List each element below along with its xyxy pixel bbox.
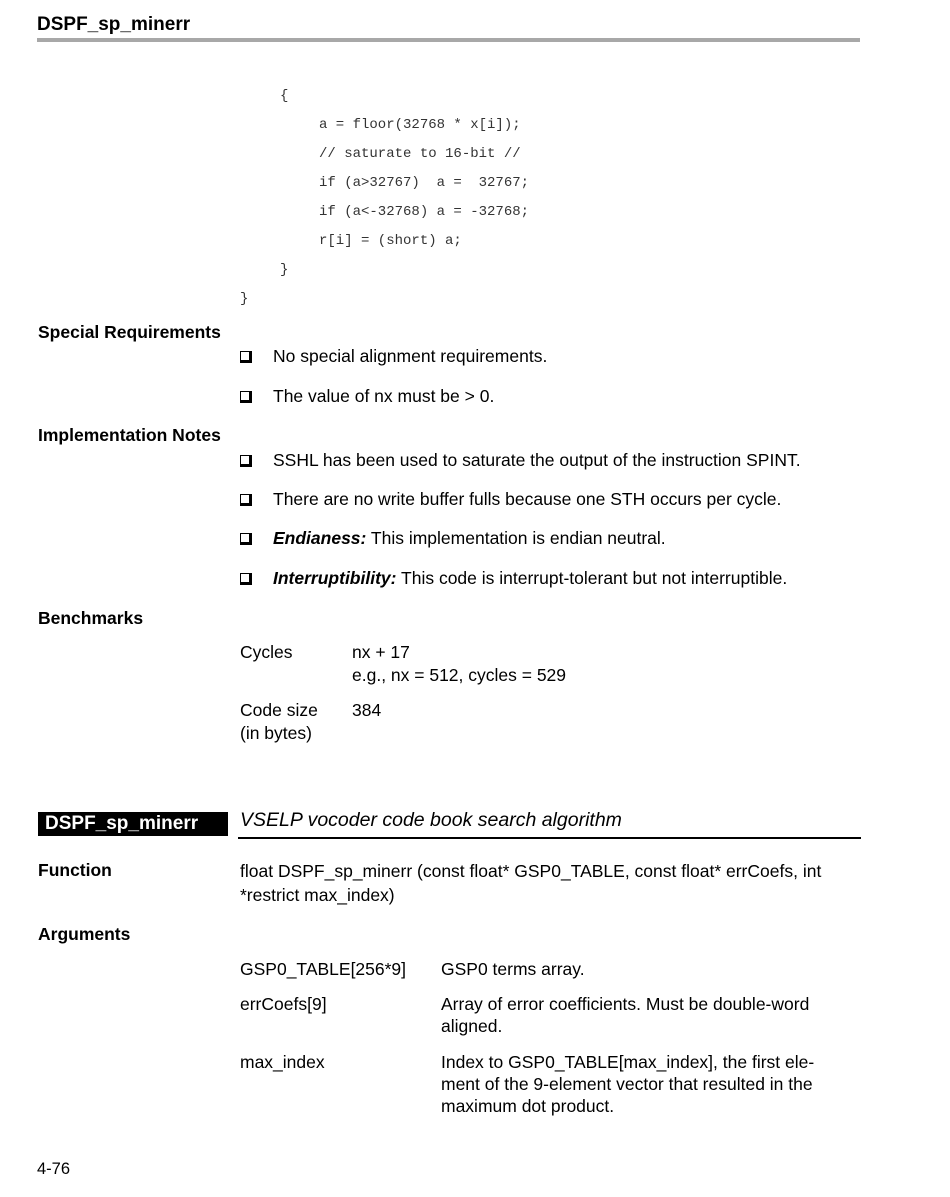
function-name-tab: DSPF_sp_minerr	[38, 812, 228, 836]
list-item-text: There are no write buffer fulls because one STH occurs per cycle.	[273, 489, 782, 509]
argument-description: Index to GSP0_TABLE[max_index], the first ele-	[441, 1052, 815, 1072]
benchmarks-heading: Benchmarks	[38, 608, 144, 628]
checkbox-bullet-icon	[240, 391, 252, 403]
function-heading: Function	[38, 860, 112, 880]
list-item-text	[273, 568, 787, 589]
cycles-value: nx + 17	[352, 642, 410, 662]
page-header-title: DSPF_sp_minerr	[37, 14, 191, 35]
checkbox-bullet-icon	[240, 533, 252, 545]
code-size-label: Code size	[240, 700, 318, 720]
code-size-value: 384	[352, 700, 382, 720]
function-header-rule	[238, 837, 861, 839]
argument-description: GSP0 terms array.	[441, 959, 585, 979]
header-rule	[37, 38, 860, 42]
list-item-text: No special alignment requirements.	[273, 346, 548, 366]
list-item-body: This implementation is endian neutral.	[370, 528, 666, 548]
argument-description: Array of error coefficients. Must be double-word	[441, 994, 810, 1014]
argument-name: errCoefs[9]	[240, 994, 327, 1014]
list-item-body: This code is interrupt-tolerant but not interruptible.	[401, 568, 788, 588]
cycles-example: e.g., nx = 512, cycles = 529	[352, 665, 567, 685]
code-line: if (a>32767) a = 32767;	[319, 175, 530, 191]
cycles-label: Cycles	[240, 642, 293, 662]
argument-description: maximum dot product.	[441, 1096, 615, 1116]
checkbox-bullet-icon	[240, 455, 252, 467]
code-line: a = floor(32768 * x[i]);	[319, 117, 521, 133]
code-line: r[i] = (short) a;	[319, 233, 462, 249]
code-line: // saturate to 16-bit //	[319, 146, 521, 162]
argument-name: max_index	[240, 1052, 325, 1072]
implementation-notes-heading: Implementation Notes	[38, 425, 221, 445]
list-item-lead: Interruptibility:	[273, 568, 397, 588]
special-requirements-heading: Special Requirements	[38, 322, 221, 342]
code-line: if (a<-32768) a = -32768;	[319, 204, 530, 220]
function-signature-line-2: *restrict max_index)	[240, 885, 395, 905]
checkbox-bullet-icon	[240, 573, 252, 585]
argument-description: aligned.	[441, 1016, 503, 1036]
list-item-lead: Endianess:	[273, 528, 367, 548]
checkbox-bullet-icon	[240, 351, 252, 363]
list-item-text: The value of nx must be > 0.	[273, 386, 495, 406]
function-signature-line-1: float DSPF_sp_minerr (const float* GSP0_TABLE, const float* errCoefs, int	[240, 861, 822, 881]
argument-name: GSP0_TABLE[256*9]	[240, 959, 407, 979]
code-line: }	[280, 262, 289, 278]
page-number: 4-76	[37, 1160, 71, 1178]
arguments-heading: Arguments	[38, 924, 131, 944]
list-item-text	[273, 528, 666, 549]
code-size-unit: (in bytes)	[240, 723, 312, 743]
checkbox-bullet-icon	[240, 494, 252, 506]
function-description: VSELP vocoder code book search algorithm	[240, 809, 622, 831]
code-line: {	[280, 88, 289, 104]
code-line: }	[240, 291, 249, 307]
list-item-text: SSHL has been used to saturate the output of the instruction SPINT.	[273, 450, 801, 470]
argument-description: ment of the 9-element vector that resulted in the	[441, 1074, 813, 1094]
